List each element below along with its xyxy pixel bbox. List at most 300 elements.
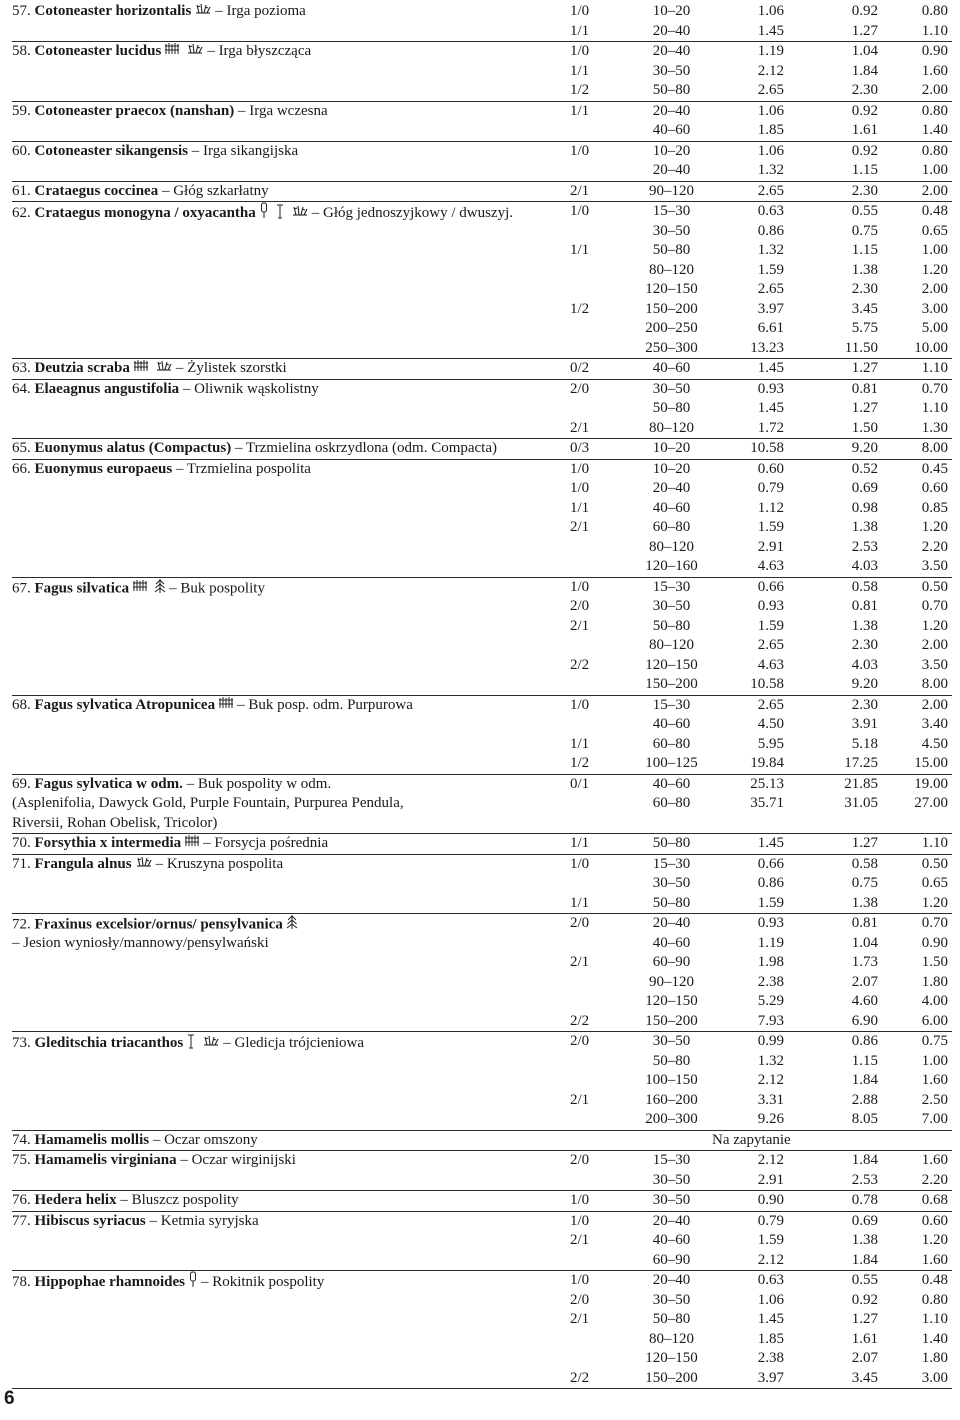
entry-header-line [12,142,952,162]
height-range: 60–90 [652,954,691,970]
height-range: 150–200 [645,676,698,692]
price-2: 1.38 [851,894,878,911]
price-entry [12,775,952,835]
price-entry [12,380,952,440]
pot-size: 1/0 [570,3,590,19]
price-1: 0.66 [757,855,784,872]
price-1: 0.93 [757,380,784,397]
height-range: 15–30 [652,578,691,595]
polish-name: Buk posp. odm. Purpurowa [248,696,413,713]
pot-size: 0/1 [570,775,590,792]
price-3: 1.00 [921,1052,948,1069]
entry-line [12,1171,952,1191]
price-3: 0.60 [921,1212,948,1229]
price-2: 0.58 [851,578,878,595]
latin-name: Euonymus europaeus [34,460,173,477]
height-range: 15–30 [652,855,691,872]
price-2: 2.30 [851,696,878,713]
price-2: 11.50 [844,339,878,356]
latin-name: Crataegus monogyna / oxyacantha [34,205,256,222]
height-range: 50–80 [652,82,691,98]
pot-size: 1/2 [570,755,590,771]
price-2: 2.30 [851,637,878,653]
species-name: 59. Cotoneaster praecox (nanshan) – Irga wczesna [12,102,328,119]
price-2: 31.05 [844,795,878,811]
price-1: 2.91 [757,538,784,555]
price-2: 1.27 [851,835,878,851]
price-3: 4.50 [921,735,948,752]
entry-header-line [12,359,952,379]
price-2: 0.92 [851,3,878,19]
latin-name: Hamamelis mollis [34,1131,150,1148]
pot-size: 2/0 [570,915,590,931]
bush-icon [135,855,153,875]
price-3: 1.20 [921,519,948,535]
price-2: 0.78 [851,1192,878,1208]
price-1: 1.72 [757,419,784,436]
entry-line [12,222,952,242]
entry-number: 71. [12,855,31,872]
price-1: 0.99 [757,1033,784,1049]
pot-size: 1/1 [570,499,590,516]
price-2: 2.88 [851,1091,878,1108]
height-range: 30–50 [652,1192,691,1208]
price-1: 0.86 [757,875,784,891]
species-name: 64. Elaeagnus angustifolia – Oliwnik wąskolistny [12,380,319,397]
pot-size: 2/1 [570,419,590,436]
height-range: 120–150 [645,281,698,297]
height-range: 60–90 [652,1251,691,1268]
bush-icon [155,359,173,379]
latin-name: Deutzia scraba [34,360,130,377]
price-2: 1.27 [851,22,878,39]
pot-size: 1/2 [570,82,590,98]
price-1: 2.38 [757,973,784,990]
price-entry [12,696,952,775]
price-entry [12,102,952,142]
price-entry [12,834,952,855]
entry-number: 61. [12,182,31,199]
entry-header-line [12,1191,952,1211]
height-range: 100–125 [645,755,698,771]
latin-name: Fagus sylvatica Atropunicea [34,696,216,713]
entry-header-line [12,202,952,222]
price-1: 35.71 [750,795,784,811]
price-2: 1.50 [851,419,878,436]
entry-line [12,121,952,141]
price-2: 9.20 [851,440,878,456]
entry-number: 58. [12,43,31,60]
price-2: 0.92 [851,1291,878,1308]
price-1: 0.63 [757,1272,784,1288]
price-3: 0.90 [921,934,948,951]
price-3: 10.00 [914,339,948,356]
price-1: 1.85 [757,1330,784,1347]
entry-header-line [12,42,952,62]
entry-line [12,636,952,656]
price-3: 1.10 [921,400,948,416]
species-name: 65. Euonymus alatus (Compactus) – Trzmielina oskrzydlona (odm. Compacta) [12,440,497,456]
latin-name: Crataegus coccinea [34,182,159,199]
entry-line [12,499,952,519]
height-range: 30–50 [652,1171,691,1188]
entry-header-line [12,855,952,875]
polish-name: Jesion wyniosły/mannowy/pensylwański [23,934,269,951]
pot-size: 2/0 [570,1291,590,1308]
entry-number: 66. [12,460,31,477]
species-name: 77. Hibiscus syriacus – Ketmia syryjska [12,1212,259,1229]
price-2: 1.38 [851,1232,878,1248]
price-3: 1.00 [921,242,948,258]
pot-size: 2/1 [570,617,590,634]
height-range: 50–80 [652,894,691,911]
price-1: 1.45 [757,835,784,851]
entry-header-line [12,2,952,22]
entry-line [12,735,952,755]
height-range: 160–200 [645,1091,698,1108]
species-name: 66. Euonymus europaeus – Trzmielina pospolita [12,460,311,477]
price-3: 1.50 [921,954,948,970]
price-3: 0.48 [921,203,948,219]
entry-header-line [12,834,952,854]
price-entry [12,1271,952,1389]
latin-name: Fagus sylvatica w odm. [34,775,183,792]
entry-line [12,1349,952,1369]
latin-name: Hippophae rhamnoides [34,1274,185,1291]
price-1: 1.59 [757,261,784,278]
bush-icon [194,2,212,22]
entry-line [12,518,952,538]
height-range: 15–30 [652,696,691,713]
price-entry [12,182,952,203]
price-2: 0.86 [851,1033,878,1049]
entry-header-line [12,102,952,122]
price-3: 2.00 [921,82,948,98]
entry-number: 73. [12,1035,31,1052]
price-2: 0.81 [851,380,878,397]
pot-size: 1/0 [570,480,590,496]
polish-name: Oliwnik wąskolistny [194,380,319,397]
price-entry [12,439,952,460]
price-1: 1.32 [757,1052,784,1069]
price-3: 2.00 [921,637,948,653]
price-1: 0.93 [757,915,784,931]
entry-number: 78. [12,1274,31,1291]
polish-name: Irga pozioma [226,3,306,20]
hedge-icon [184,834,200,854]
entry-line [12,1251,952,1271]
entry-line [12,1052,952,1072]
entry-number: 75. [12,1152,31,1168]
price-1: 19.84 [750,755,784,771]
price-2: 1.15 [851,162,878,178]
latin-name: Cotoneaster praecox (nanshan) [34,102,235,119]
height-range: 20–40 [652,22,691,39]
height-range: 80–120 [649,419,694,436]
price-2: 1.15 [851,242,878,258]
height-range: 30–50 [652,1291,691,1308]
pot-size: 2/0 [570,1033,590,1049]
pot-size: 1/1 [570,894,590,911]
entry-line [12,161,952,181]
entry-line [12,339,952,359]
price-1: 0.60 [757,460,784,477]
price-1: 3.31 [757,1091,784,1108]
height-range: 100–150 [645,1072,698,1088]
price-2: 2.07 [851,973,878,990]
price-1: 4.63 [757,558,784,574]
entry-line [12,241,952,261]
price-2: 4.60 [851,993,878,1009]
price-3: 0.65 [921,875,948,891]
entry-header-line [12,696,952,716]
price-1: 0.79 [757,480,784,496]
height-range: 10–20 [652,440,691,456]
price-2: 1.27 [851,1311,878,1327]
height-range: 30–50 [652,380,691,397]
latin-name: Euonymus alatus (Compactus) [34,440,232,456]
price-3: 0.85 [921,499,948,516]
price-2: 0.55 [851,203,878,219]
price-1: 1.19 [757,43,784,59]
price-1: 9.26 [757,1111,784,1127]
price-1: 1.06 [757,1291,784,1308]
price-2: 0.52 [851,460,878,477]
height-range: 50–80 [652,1311,691,1327]
entry-line [12,1110,952,1130]
height-range: 50–80 [652,835,691,851]
price-3: 0.70 [921,598,948,614]
entry-line [12,617,952,637]
height-range: 90–120 [649,182,694,199]
price-2: 1.38 [851,519,878,535]
entry-header-line [12,182,952,202]
price-2: 1.27 [851,360,878,376]
entry-line [12,300,952,320]
entry-header-line [12,1151,952,1171]
entry-header-line [12,1212,952,1232]
entry-number: 63. [12,360,31,377]
price-2: 1.84 [851,62,878,79]
price-3: 0.80 [921,142,948,159]
price-2: 0.92 [851,102,878,119]
price-3: 1.60 [921,62,948,79]
price-2: 3.45 [851,300,878,317]
height-range: 120–150 [645,1350,698,1366]
price-3: 27.00 [914,795,948,811]
price-2: 1.84 [851,1152,878,1168]
price-entry [12,202,952,359]
entry-number: 77. [12,1212,31,1229]
entry-line [12,319,952,339]
price-1: 1.59 [757,894,784,911]
height-range: 40–60 [652,122,691,138]
height-range: 15–30 [652,203,691,219]
pot-size: 1/0 [570,696,590,713]
price-1: 13.23 [750,339,784,356]
species-name: 68. Fagus sylvatica Atropunicea – Buk posp. odm. Purpurowa [12,696,413,716]
price-1: 3.97 [757,300,784,317]
price-2: 17.25 [844,755,878,771]
polish-name: Ketmia syryjska [160,1212,259,1229]
species-name: 70. Forsythia x intermedia – Forsycja pośrednia [12,834,328,854]
price-2: 3.45 [851,1369,878,1386]
price-entry [12,42,952,102]
price-1: 2.12 [757,1251,784,1268]
entry-number: 76. [12,1192,31,1208]
pot-size: 2/0 [570,380,590,397]
species-name: 74. Hamamelis mollis – Oczar omszony [12,1131,258,1148]
price-3: 2.50 [921,1091,948,1108]
price-2: 9.20 [851,676,878,692]
pot-size: 1/1 [570,242,590,258]
price-3: 6.00 [921,1012,948,1029]
pot-size: 1/0 [570,203,590,219]
price-1: 2.12 [757,1072,784,1088]
latin-name: Hedera helix [34,1192,117,1208]
price-2: 21.85 [844,775,878,792]
pot-size: 1/0 [570,43,590,59]
price-3: 1.80 [921,1350,948,1366]
height-range: 50–80 [652,1052,691,1069]
species-name: 60. Cotoneaster sikangensis – Irga sikangijska [12,142,299,159]
price-1: 1.45 [757,1311,784,1327]
polish-name: Oczar omszony [164,1131,258,1148]
price-2: 1.27 [851,400,878,416]
price-entry [12,855,952,915]
price-1: 5.95 [757,735,784,752]
price-3: 1.10 [921,360,948,376]
entry-line [12,973,952,993]
entry-line [12,81,952,101]
latin-name: Fraxinus excelsior/ornus/ pensylvanica [34,916,283,933]
pot-size: 2/2 [570,1012,590,1029]
price-entry [12,359,952,380]
species-name: 75. Hamamelis virginiana – Oczar wirginijski [12,1152,296,1168]
pot-size: 2/1 [570,954,590,970]
price-3: 1.10 [921,835,948,851]
price-3: 0.50 [921,855,948,872]
price-1: 6.61 [757,320,784,336]
entry-line [12,557,952,577]
height-range: 30–50 [652,1033,691,1049]
price-2: 1.15 [851,1052,878,1069]
height-range: 20–40 [652,102,691,119]
price-3: 1.40 [921,122,948,138]
entry-line [12,1330,952,1350]
price-3: 1.20 [921,261,948,278]
price-2: 2.53 [851,538,878,555]
height-range: 20–40 [652,1272,691,1288]
entry-header-line [12,775,952,795]
price-entry [12,1191,952,1212]
polish-name: Głóg szkarłatny [173,182,269,199]
height-range: 80–120 [649,1330,694,1347]
price-3: 0.50 [921,578,948,595]
entry-header-line [12,1032,952,1052]
price-1: 1.32 [757,242,784,258]
pot-size: 2/0 [570,1152,590,1168]
pot-size: 1/1 [570,835,590,851]
latin-name: Cotoneaster sikangensis [34,142,188,159]
entry-number: 64. [12,380,31,397]
price-2: 0.81 [851,915,878,931]
price-2: 1.04 [851,43,878,59]
height-range: 20–40 [652,43,691,59]
height-range: 10–20 [652,3,691,19]
entry-header-line [12,439,952,459]
price-3: 19.00 [914,775,948,792]
pot-size: 2/0 [570,598,590,614]
entry-line [12,814,952,834]
pot-size: 0/3 [570,440,590,456]
pot-size: 2/1 [570,1091,590,1108]
cultivar-note: Riversii, Rohan Obelisk, Tricolor) [12,814,218,831]
price-entry [12,914,952,1032]
price-3: 1.60 [921,1251,948,1268]
price-2: 0.75 [851,875,878,891]
entry-number: 74. [12,1131,31,1148]
height-range: 15–30 [652,1152,691,1168]
price-2: 1.84 [851,1251,878,1268]
price-1: 4.63 [757,656,784,673]
price-2: 0.75 [851,222,878,239]
price-3: 8.00 [921,676,948,692]
price-1: 0.63 [757,203,784,219]
price-1: 1.32 [757,162,784,178]
price-1: 1.59 [757,617,784,634]
price-1: 1.12 [757,499,784,516]
entry-number: 68. [12,696,31,713]
price-1: 2.91 [757,1171,784,1188]
polish-name: Buk pospolity [180,580,265,597]
height-range: 150–200 [645,300,698,317]
pot-size: 2/2 [570,656,590,673]
price-1: 2.12 [757,1152,784,1168]
height-range: 120–150 [645,993,698,1009]
pot-size: 2/2 [570,1369,590,1386]
price-entry [12,460,952,578]
species-name: 78. Hippophae rhamnoides – Rokitnik pospolity [12,1271,324,1295]
height-range: 150–200 [645,1012,698,1029]
price-3: 2.20 [921,538,948,555]
entry-line [12,479,952,499]
entry-line [12,1231,952,1251]
height-range: 120–150 [645,656,698,673]
height-range: 40–60 [652,716,691,732]
price-1: 2.65 [757,182,784,199]
polish-name: Gledicja trójcieniowa [234,1035,365,1052]
price-3: 2.20 [921,1171,948,1188]
entry-header-line [12,1271,952,1291]
latin-name: Frangula alnus [34,855,132,872]
price-3: 0.68 [921,1192,948,1208]
height-range: 60–80 [652,519,691,535]
height-range: 20–40 [652,915,691,931]
price-1: 2.65 [757,82,784,98]
hedge-icon [132,579,148,599]
entry-line [12,992,952,1012]
price-1: 1.45 [757,22,784,39]
price-3: 1.10 [921,22,948,39]
price-1: 0.66 [757,578,784,595]
species-name: 76. Hedera helix – Bluszcz pospolity [12,1192,239,1208]
price-3: 8.00 [921,440,948,456]
entry-line [12,894,952,914]
price-3: 1.20 [921,617,948,634]
price-1: 0.93 [757,598,784,614]
height-range: 150–200 [645,1369,698,1386]
